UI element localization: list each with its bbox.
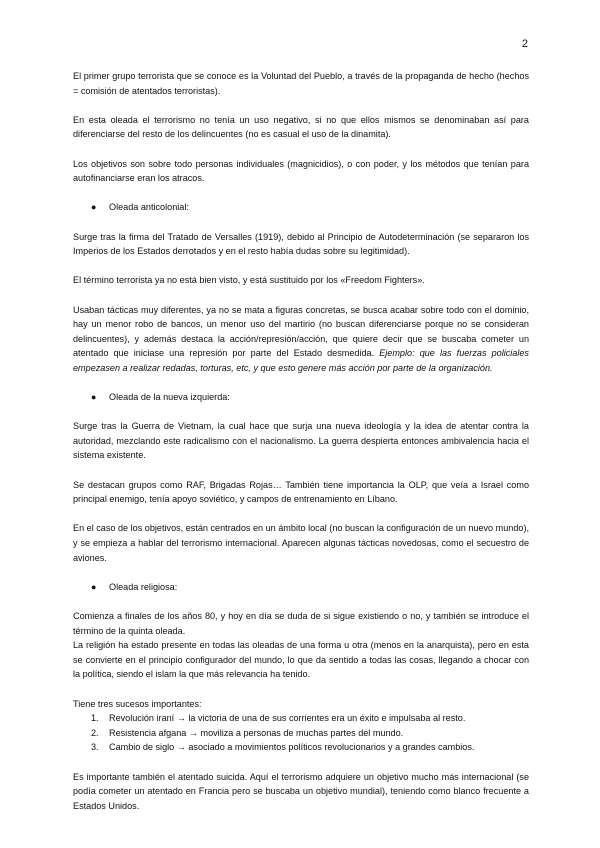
bullet-icon: ● [91,581,97,592]
list-number: 2. [91,727,99,738]
list-item [91,740,529,755]
paragraph: Comienza a finales de los años 80, y hoy en día se duda de si sigue existiendo o no, y también se introduce el término de la quinta oleada. [73,610,529,636]
bullet-item-nueva-izquierda [73,390,529,405]
example-text: Ejemplo: que las fuerzas policiales empezasen a realizar redadas, torturas, etc, y que esto genere más acción por parte de la organización. [73,348,529,373]
paragraph: Tiene tres sucesos importantes: [73,698,202,709]
bullet-icon: ● [91,392,97,403]
bullet-icon: ● [91,202,97,213]
paragraph-with-example [73,303,529,376]
page-number: 2 [521,38,528,50]
list-text: Cambio de siglo → asociado a movimientos políticos revolucionarios y a grandes cambios. [109,742,475,753]
list-number: 3. [91,742,99,753]
list-item [91,711,529,726]
paragraph: Surge tras la Guerra de Vietnam, la cual hace que surja una nueva ideología y la idea de atentar contra la autoridad, mezclando este radicalismo con el nacionalismo. La guerra despierta entonces ambivalencia hacia el sistema existente. [73,421,529,461]
bullet-heading: Oleada anticolonial: [109,202,189,213]
list-item [91,726,529,741]
paragraph: Los objetivos son sobre todo personas individuales (magnicidios), o con poder, y los métodos que tenían para autofinanciarse eran los atracos. [73,158,529,184]
paragraph: Surge tras la firma del Tratado de Versalles (1919), debido al Principio de Autodeterminación (se separaron los Imperios de los Estados derrotados y en el resto había dudas sobre su legitimidad). [73,231,529,257]
document-body [73,69,529,828]
paragraph: En esta oleada el terrorismo no tenía un uso negativo, si no que ellos mismos se denominaban así para diferenciarse del resto de los delincuentes (no es casual el uso de la dinamita). [73,114,529,140]
paragraph-text: Usaban tácticas muy diferentes, ya no se mata a figuras concretas, se busca acabar sobre todo con el dominio, hay un menor robo de bancos, un menor uso del martirio (no buscan diferenciarse porque no se consideran delincuentes), y además destaca la acción/represión/acción, que quiere decir que se buscaba cometer un atentado que iniciase una represión por parte del Estado desmedida. [73,304,529,359]
paragraph: Es importante también el atentado suicida. Aquí el terrorismo adquiere un objetivo mucho más internacional (se podía cometer un atentado en Francia pero se buscaba un objetivo mundial), teniendo como blanco frecuente a Estados Unidos. [73,771,529,811]
paragraph: Se destacan grupos como RAF, Brigadas Rojas… También tiene importancia la OLP, que veía a Israel como principal enemigo, tenía apoyo soviético, y campos de entrenamiento en Líbano. [73,479,529,505]
paragraph: El término terrorista ya no está bien visto, y está sustituido por los «Freedom Fighters». [73,275,425,286]
numbered-list [73,711,529,755]
paragraph: La religión ha estado presente en todas las oleadas de una forma u otra (menos en la anarquista), pero en esta se convierte en el principio configurador del mundo, lo que da sentido a todas las cosas, llegando a chocar con la política, siendo el islam la que más relevancia ha tenido. [73,640,529,680]
bullet-heading: Oleada religiosa: [109,581,178,592]
list-text: Resistencia afgana → moviliza a personas de muchas partes del mundo. [109,727,404,738]
list-number: 1. [91,713,99,724]
list-text: Revolución iraní → la victoria de una de sus corrientes era un éxito e impulsaba al resto. [109,713,466,724]
paragraph: El primer grupo terrorista que se conoce es la Voluntad del Pueblo, a través de la propaganda de hecho (hechos = comisión de atentados terroristas). [73,71,529,96]
bullet-heading: Oleada de la nueva izquierda: [109,392,230,403]
bullet-item-religiosa [73,580,529,595]
bullet-item-anticolonial [73,200,529,215]
paragraph: En el caso de los objetivos, están centrados en un ámbito local (no buscan la configuración de un nuevo mundo), y se empieza a hablar del terrorismo internacional. Aparecen algunas tácticas novedosas, como el secuestro de aviones. [73,523,529,563]
